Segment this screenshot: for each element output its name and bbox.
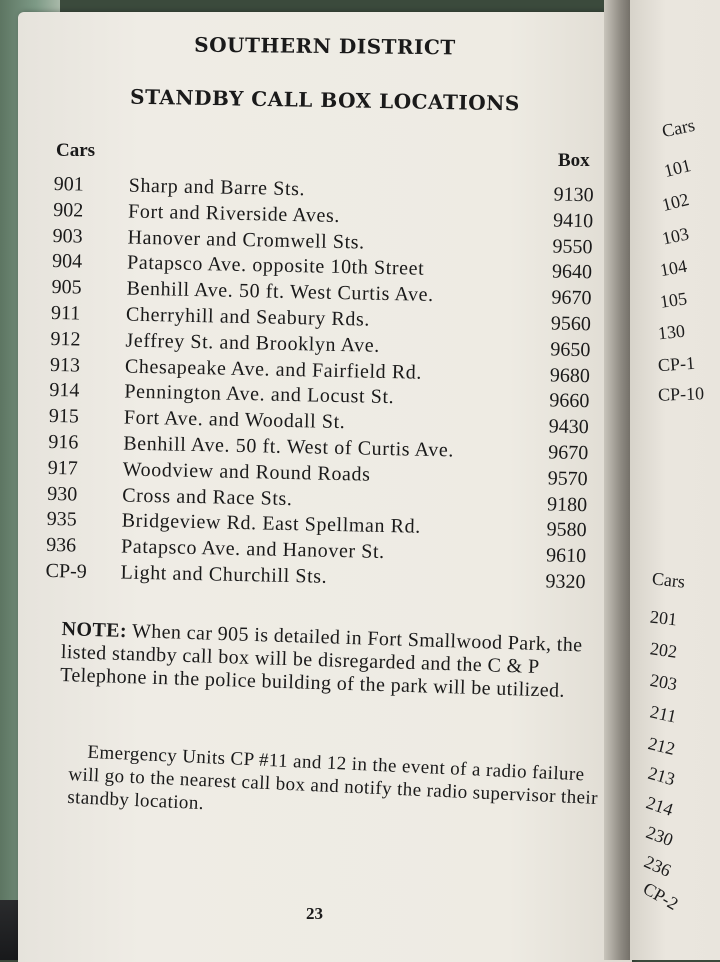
- location-text: Chesapeake Ave. and Fairfield Rd.: [124, 355, 423, 384]
- location-text: Fort and Riverside Aves.: [127, 200, 341, 227]
- page-number: 23: [306, 904, 323, 923]
- car-number: 902: [52, 198, 84, 222]
- right-car-item: 230: [643, 822, 676, 851]
- car-number: 916: [48, 430, 79, 454]
- book-page-left: [18, 12, 632, 962]
- right-car-item: 212: [646, 733, 678, 759]
- right-car-item: 103: [660, 223, 691, 249]
- right-car-item: 101: [661, 155, 693, 181]
- right-car-item: CP-1: [657, 352, 696, 376]
- right-car-item: 202: [648, 638, 679, 662]
- right-car-item: 104: [658, 255, 689, 281]
- location-text: Pennington Ave. and Locust St.: [124, 380, 395, 409]
- right-car-item: 214: [643, 792, 676, 820]
- right-header-bottom: Cars: [651, 568, 687, 592]
- emergency-paragraph: [67, 740, 600, 833]
- location-text: Cherryhill and Seabury Rds.: [125, 303, 371, 331]
- location-text: Benhill Ave. 50 ft. West Curtis Ave.: [126, 277, 434, 307]
- note-label: NOTE:: [61, 618, 128, 643]
- right-car-item: 102: [659, 189, 691, 215]
- car-number: CP-9: [45, 559, 87, 583]
- right-header-top: Cars: [660, 114, 697, 142]
- location-text: Hanover and Cromwell Sts.: [127, 226, 366, 254]
- car-number: 901: [53, 172, 84, 196]
- location-text: Fort Ave. and Woodall St.: [123, 406, 346, 434]
- location-text: Sharp and Barre Sts.: [128, 174, 306, 201]
- car-number: 915: [48, 405, 80, 428]
- location-text: Patapsco Ave. opposite 10th Street: [126, 251, 425, 281]
- car-number: 914: [49, 379, 80, 402]
- call-box-table: [45, 172, 614, 596]
- emergency-text: Emergency Units CP #11 and 12 in the event of a radio failure will go to the nearest call box and notify the radio supervisor their standby location.: [66, 741, 599, 815]
- right-car-item: 201: [649, 606, 679, 630]
- page-subheading: STANDBY CALL BOX LOCATIONS: [129, 84, 521, 116]
- car-number: 905: [51, 276, 82, 299]
- right-car-item: 213: [645, 762, 678, 790]
- car-number: 911: [50, 301, 81, 325]
- right-car-item: 236: [641, 851, 675, 881]
- car-number: 936: [45, 534, 77, 557]
- box-number: 9180: [546, 492, 588, 516]
- note-text: When car 905 is detailed in Fort Smallwood Park, the listed standby call box will be disregarded and the C & P Telephone in the police building of the park will be utilized.: [59, 620, 583, 702]
- box-number: 9660: [549, 389, 590, 413]
- location-text: Woodview and Round Roads: [122, 458, 371, 486]
- location-text: Patapsco Ave. and Hanover St.: [120, 535, 385, 564]
- car-number: 904: [51, 250, 83, 273]
- box-number: 9610: [545, 544, 587, 568]
- car-number: 935: [46, 508, 77, 531]
- box-number: 9580: [546, 518, 587, 542]
- column-header-box: Box: [558, 150, 590, 171]
- location-text: Bridgeview Rd. East Spellman Rd.: [121, 509, 422, 539]
- car-number: 912: [50, 327, 81, 351]
- box-number: 9320: [545, 570, 586, 594]
- page-heading: SOUTHERN DISTRICT: [194, 32, 456, 60]
- box-number: 9550: [552, 235, 593, 258]
- location-text: Jeffrey St. and Brooklyn Ave.: [125, 329, 381, 357]
- column-header-cars: Cars: [56, 140, 96, 161]
- location-text: Benhill Ave. 50 ft. West of Curtis Ave.: [123, 432, 455, 462]
- location-text: Light and Churchill Sts.: [120, 561, 328, 588]
- box-number: 9410: [552, 209, 594, 233]
- book-gutter: [604, 0, 632, 960]
- box-number: 9570: [547, 467, 588, 491]
- note-paragraph: [60, 618, 602, 704]
- right-car-item: 203: [648, 669, 679, 695]
- right-car-item: 105: [658, 288, 689, 312]
- box-number: 9670: [548, 441, 589, 465]
- box-number: 9130: [553, 183, 594, 207]
- right-car-item: 130: [656, 320, 686, 344]
- car-number: 913: [49, 353, 81, 377]
- car-number: 903: [52, 224, 83, 248]
- car-number: 930: [47, 482, 78, 506]
- car-number: 917: [47, 456, 79, 480]
- box-number: 9670: [551, 286, 592, 310]
- right-car-item: CP-10: [657, 383, 705, 405]
- right-car-item: CP-2: [639, 878, 682, 914]
- box-number: 9680: [549, 364, 591, 387]
- location-text: Cross and Race Sts.: [122, 484, 293, 510]
- box-number: 9640: [551, 260, 593, 284]
- box-number: 9560: [550, 312, 592, 336]
- book-page-right: [630, 0, 720, 960]
- box-number: 9430: [548, 415, 589, 439]
- right-car-item: 211: [648, 701, 679, 727]
- box-number: 9650: [550, 338, 591, 362]
